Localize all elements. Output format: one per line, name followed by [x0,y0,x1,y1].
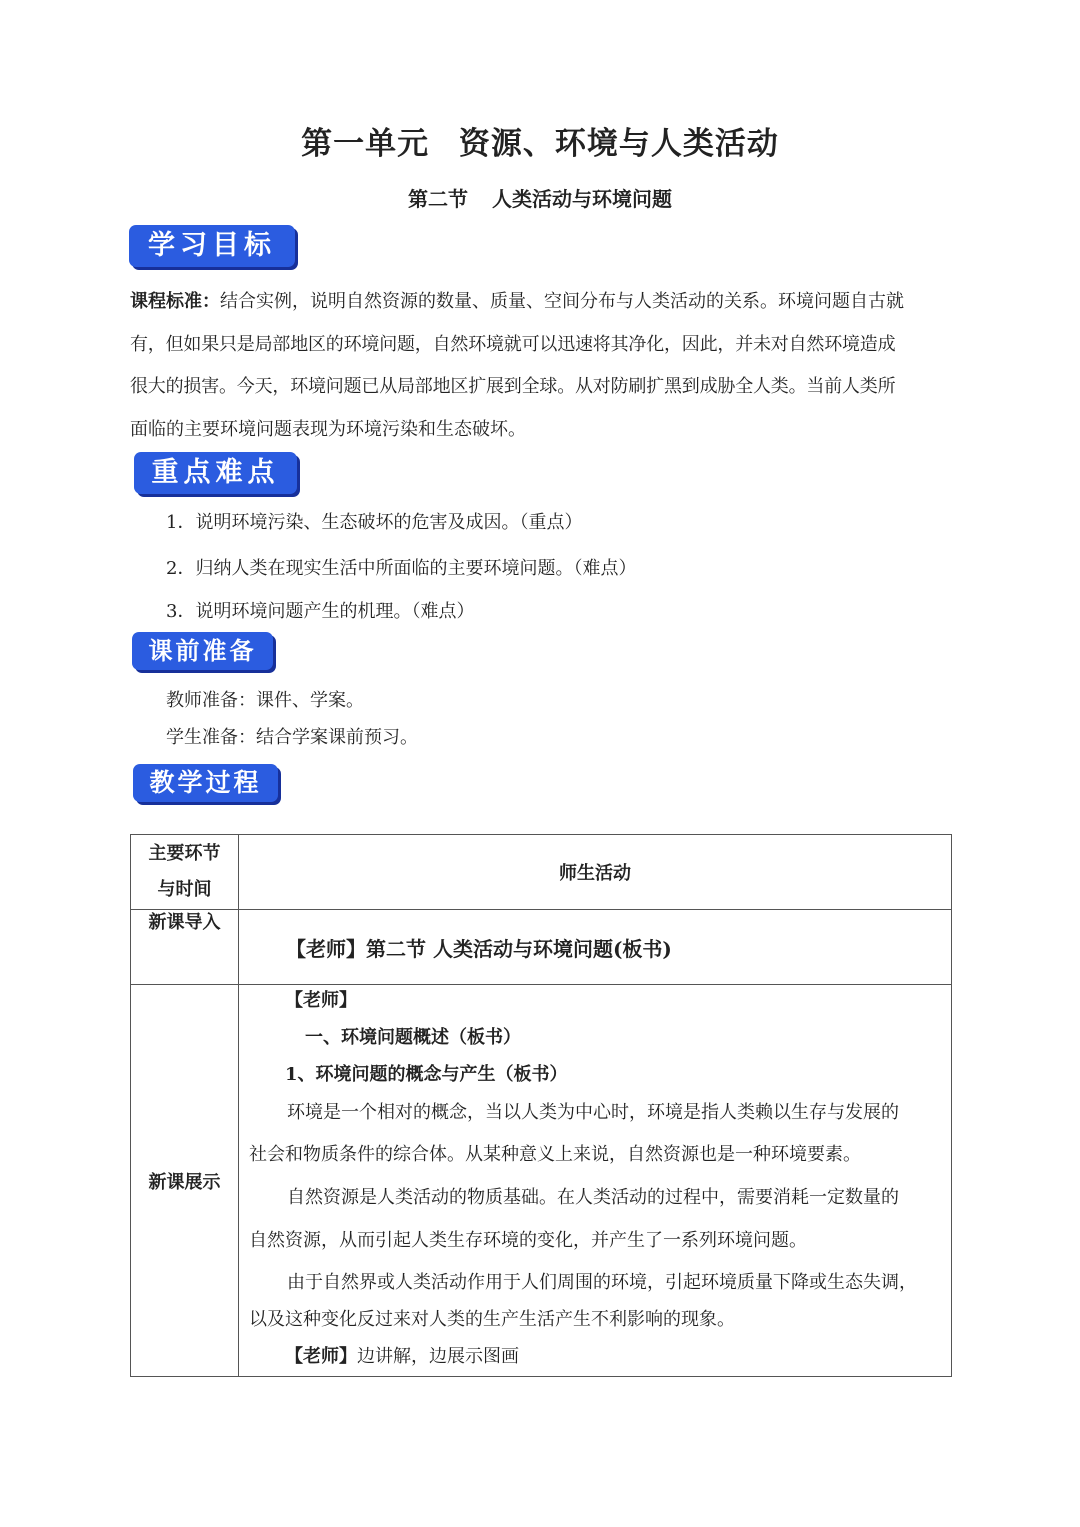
standard-line-4: 面临的主要环境问题表现为环境污染和生态破坏。 [130,418,526,440]
course-standard [130,281,950,451]
key-point-3: 3．说明环境问题产生的机理。（难点） [166,601,475,622]
lesson-paragraph-2a: 自然资源是人类活动的物质基础。在人类活动的过程中，需要消耗一定数量的 [287,1187,899,1208]
lesson-last-text: 边讲解，边展示图画 [357,1346,519,1367]
unit-number: 第一单元 [301,126,430,162]
section-title [0,183,1080,212]
lesson-last-tag: 【老师】 [285,1346,357,1367]
lesson-paragraph-3b: 以及这种变化反过来对人类的生产生活产生不利影响的现象。 [249,1309,735,1330]
lesson-paragraph-3a: 由于自然界或人类活动作用于人们周围的环境，引起环境质量下降或生态失调， [287,1272,917,1293]
student-preparation: 学生准备：结合学案课前预习。 [166,727,418,748]
lesson-stage-label: 新课展示 [148,1171,221,1193]
unit-title [0,118,1080,163]
lesson-stage-cell [131,985,239,1377]
intro-activity-cell [239,910,952,985]
intro-board-title: 第二节 人类活动与环境问题(板书) [366,936,672,961]
key-point-1: 1．说明环境污染、生态破坏的危害及成因。（重点） [166,512,583,533]
standard-line-3: 很大的损害。今天，环境问题已从局部地区扩展到全球。从对防刷扩黑到成胁全人类。当前人类所 [130,376,896,397]
intro-stage-cell [131,910,239,985]
table-row [131,910,952,985]
lesson-last-line [285,1342,519,1368]
standard-line-2: 有，但如果只是局部地区的环境问题，自然环境就可以迅速将其净化，因此，并未对自然环境造成 [130,333,896,355]
process-banner: 教学过程 [133,764,278,802]
key-point-2: 2．归纳人类在现实生活中所面临的主要环境问题。（难点） [166,558,637,579]
section-number: 第二节 [408,187,468,211]
lesson-paragraph-1b: 社会和物质条件的综合体。从某种意义上来说，自然资源也是一种环境要素。 [249,1144,861,1165]
lesson-heading-2: 1、环境问题的概念与产生（板书） [285,1064,568,1085]
table-row [131,985,952,1377]
preparation-banner: 课前准备 [132,632,273,670]
lesson-paragraph-1a: 环境是一个相对的概念，当以人类为中心时，环境是指人类赖以生存与发展的 [287,1102,899,1123]
header-stage-cell [131,835,239,910]
lesson-heading-1: 一、环境问题概述（板书） [305,1027,521,1048]
table-header-row [131,835,952,910]
lesson-activity-cell [239,985,952,1377]
header-stage-line-1: 主要环节 [148,843,221,864]
header-activity-label: 师生活动 [559,863,631,884]
standard-line-1: 课程标准：结合实例，说明自然资源的数量、质量、空间分布与人类活动的关系。环境问题自古就 [130,291,904,312]
intro-activity-text [240,933,950,962]
intro-stage-label: 新课导入 [148,912,221,933]
unit-name: 资源、环境与人类活动 [458,126,779,162]
standard-label: 课程标准： [130,291,220,312]
lesson-paragraph-2b: 自然资源，从而引起人类生存环境的变化，并产生了一系列环境问题。 [249,1230,807,1251]
header-stage-line-2: 与时间 [157,879,212,900]
intro-teacher-tag: 【老师】 [286,936,366,961]
teacher-preparation: 教师准备：课件、学案。 [166,690,364,711]
section-name: 人类活动与环境问题 [492,187,672,211]
process-table [130,834,952,1377]
goals-banner: 学习目标 [129,225,295,267]
key-points-banner: 重点难点 [134,452,297,494]
lesson-teacher-tag: 【老师】 [285,990,357,1011]
header-activity-cell [239,835,952,910]
